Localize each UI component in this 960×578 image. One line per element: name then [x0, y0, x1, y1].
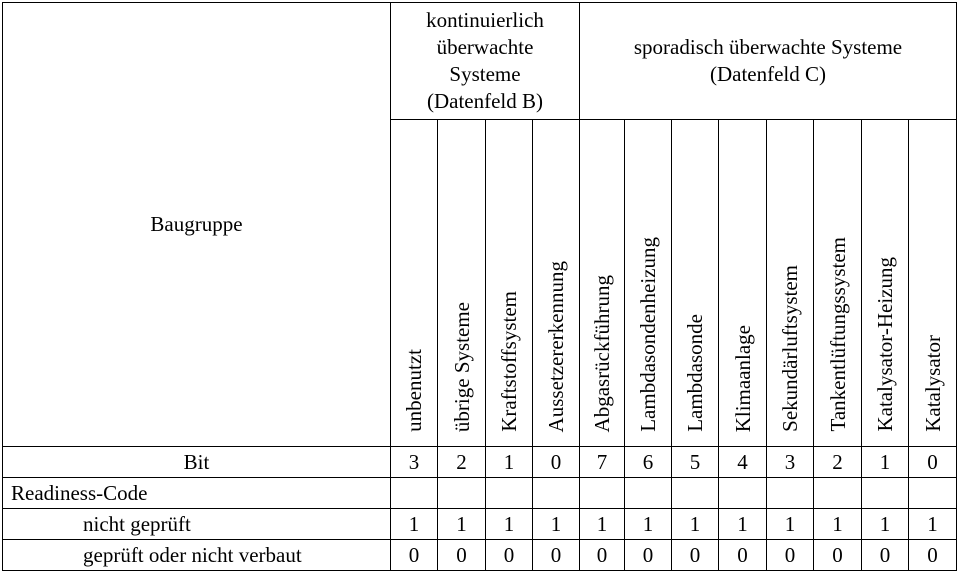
empty-cell	[909, 478, 957, 509]
value-cell: 1	[909, 509, 957, 540]
empty-cell	[486, 478, 533, 509]
column-label: Kraftstoffsystem	[497, 291, 521, 432]
readiness-table	[2, 2, 957, 571]
value-cell: 1	[486, 509, 533, 540]
group-b-line: kontinuierlich	[426, 8, 544, 32]
baugruppe-label: Baugruppe	[150, 212, 243, 236]
empty-cell	[814, 478, 862, 509]
table-row	[3, 540, 957, 571]
column-label: Tankentlüftungssystem	[825, 237, 850, 432]
bit-cell: 2	[814, 447, 862, 478]
bit-cell: 7	[580, 447, 625, 478]
bit-row	[3, 447, 957, 478]
column-label: Sekundärluftsystem	[778, 265, 802, 432]
value-cell: 1	[862, 509, 909, 540]
column-label: Katalysator	[920, 335, 945, 432]
column-label: Aussetzererkennung	[544, 260, 568, 432]
column-label: Katalysator-Heizung	[873, 257, 897, 432]
empty-cell	[672, 478, 719, 509]
bit-label: Bit	[3, 447, 391, 478]
empty-cell	[391, 478, 438, 509]
value-cell: 0	[814, 540, 862, 571]
column-header	[486, 120, 533, 447]
value-cell: 0	[533, 540, 580, 571]
bit-cell: 0	[909, 447, 957, 478]
column-header	[814, 120, 862, 447]
value-cell: 1	[767, 509, 814, 540]
baugruppe-header	[3, 3, 391, 447]
column-label: Klimaanlage	[730, 324, 755, 432]
group-b-line: überwachte	[436, 35, 534, 59]
column-header	[438, 120, 486, 447]
row-label: geprüft oder nicht verbaut	[3, 540, 391, 571]
value-cell: 0	[862, 540, 909, 571]
empty-cell	[767, 478, 814, 509]
column-label: übrige Systeme	[449, 301, 474, 432]
group-c-line: sporadisch überwachte Systeme	[633, 35, 903, 59]
value-cell: 1	[438, 509, 486, 540]
column-label: Lambdasonde	[683, 314, 707, 432]
empty-cell	[719, 478, 767, 509]
column-header	[533, 120, 580, 447]
column-header	[391, 120, 438, 447]
value-cell: 1	[391, 509, 438, 540]
empty-cell	[438, 478, 486, 509]
value-cell: 0	[580, 540, 625, 571]
bit-cell: 3	[391, 447, 438, 478]
value-cell: 0	[672, 540, 719, 571]
bit-cell: 1	[862, 447, 909, 478]
value-cell: 0	[438, 540, 486, 571]
value-cell: 1	[719, 509, 767, 540]
table-row	[3, 509, 957, 540]
empty-cell	[533, 478, 580, 509]
bit-cell: 6	[625, 447, 672, 478]
column-header	[580, 120, 625, 447]
value-cell: 1	[580, 509, 625, 540]
group-c-line: (Datenfeld C)	[709, 62, 827, 86]
bit-cell: 5	[672, 447, 719, 478]
value-cell: 0	[391, 540, 438, 571]
group-header-row	[3, 3, 957, 120]
column-header	[862, 120, 909, 447]
readiness-header-row	[3, 478, 957, 509]
value-cell: 1	[625, 509, 672, 540]
column-label: unbenutzt	[402, 349, 426, 432]
column-header	[909, 120, 957, 447]
bit-cell: 1	[486, 447, 533, 478]
bit-cell: 4	[719, 447, 767, 478]
column-header	[767, 120, 814, 447]
empty-cell	[580, 478, 625, 509]
value-cell: 0	[767, 540, 814, 571]
bit-cell: 3	[767, 447, 814, 478]
readiness-label: Readiness-Code	[3, 478, 391, 509]
column-label: Lambdasondenheizung	[636, 237, 660, 432]
row-label: nicht geprüft	[3, 509, 391, 540]
group-b-line: (Datenfeld B)	[426, 89, 544, 113]
column-label: Abgasrückführung	[590, 274, 614, 432]
column-header	[672, 120, 719, 447]
bit-cell: 0	[533, 447, 580, 478]
value-cell: 1	[533, 509, 580, 540]
value-cell: 0	[486, 540, 533, 571]
value-cell: 0	[719, 540, 767, 571]
bit-cell: 2	[438, 447, 486, 478]
empty-cell	[625, 478, 672, 509]
empty-cell	[862, 478, 909, 509]
value-cell: 0	[625, 540, 672, 571]
value-cell: 1	[672, 509, 719, 540]
group-c-header	[580, 3, 957, 120]
group-b-header	[391, 3, 580, 120]
group-b-line: Systeme	[449, 62, 521, 86]
column-header	[719, 120, 767, 447]
value-cell: 0	[909, 540, 957, 571]
column-header	[625, 120, 672, 447]
value-cell: 1	[814, 509, 862, 540]
